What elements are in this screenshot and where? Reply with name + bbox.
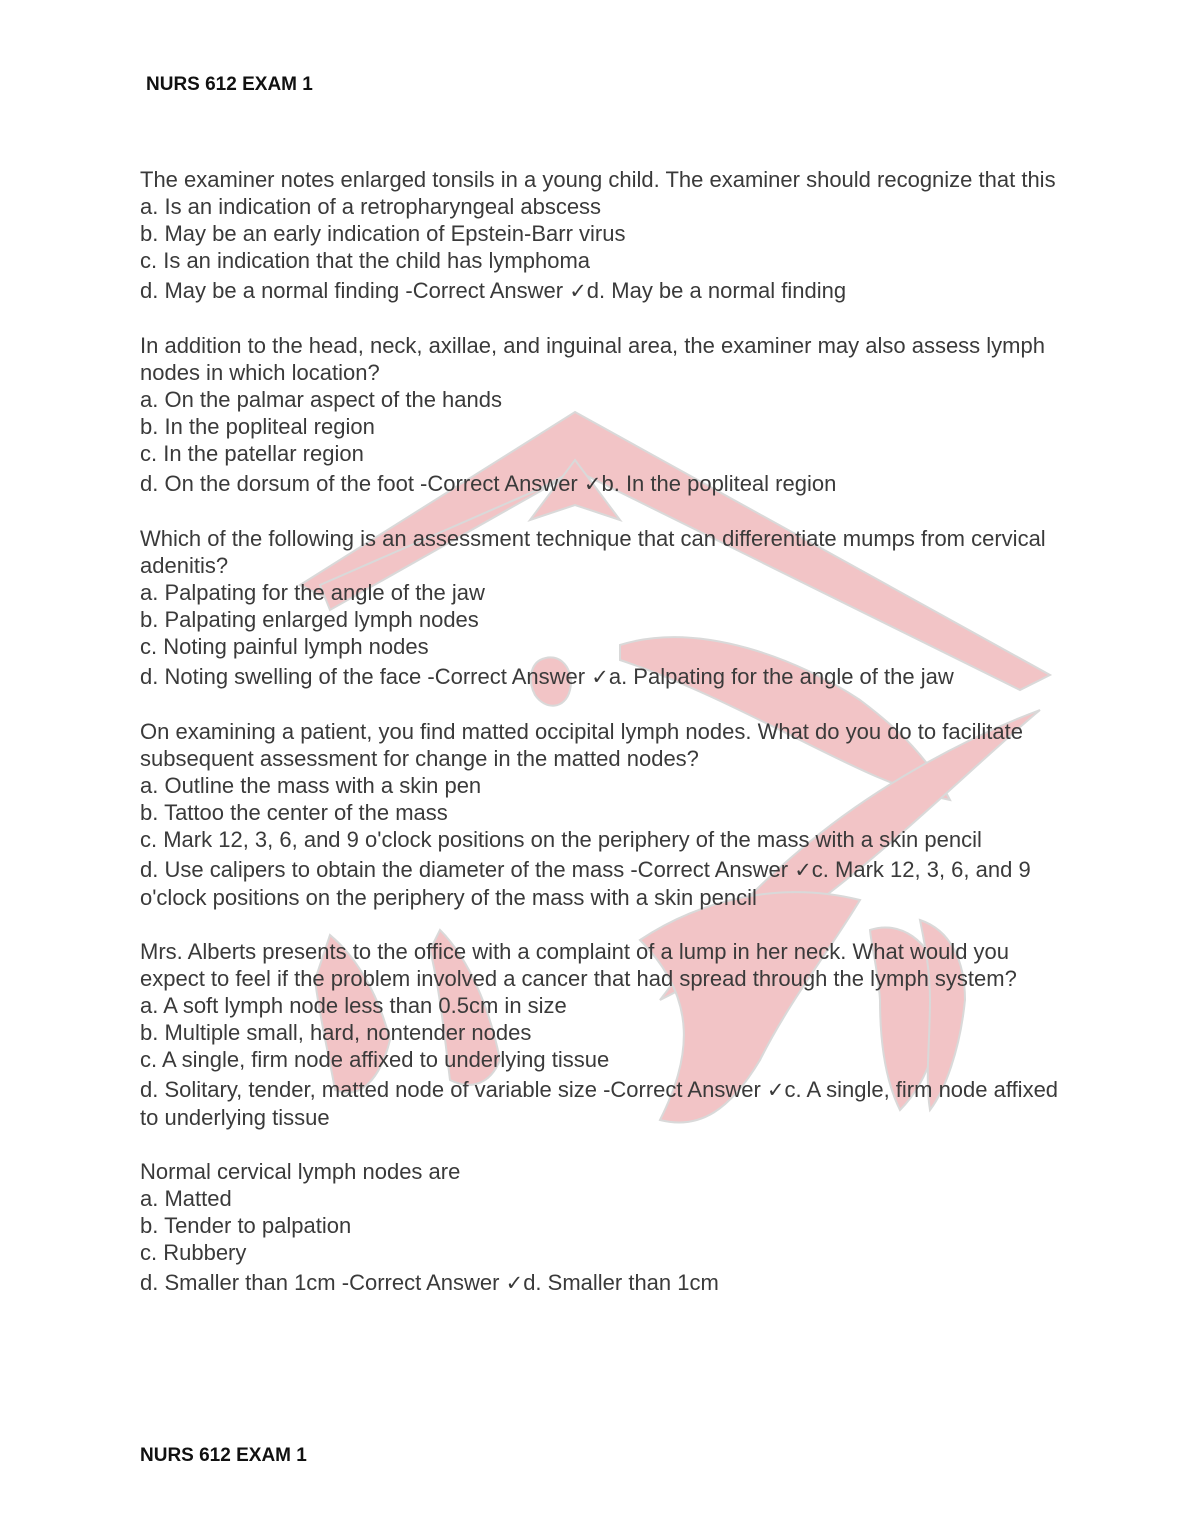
answer-line [140,663,1060,691]
option-b: b. Palpating enlarged lymph nodes [140,607,479,632]
page-footer-title: NURS 612 EXAM 1 [140,1445,307,1466]
question-1 [140,166,1060,305]
option-c: c. In the patellar region [140,441,364,466]
option-b: b. Tender to palpation [140,1213,352,1238]
option-d: d. Noting swelling of the face -Correct Answer [140,664,592,689]
option-b: b. In the popliteal region [140,414,375,439]
question-stem: The examiner notes enlarged tonsils in a young child. The examiner should recognize that this [140,167,1056,192]
correct-answer: a. Palpating for the angle of the jaw [608,664,954,689]
question-6 [140,1158,1060,1297]
option-c: c. Mark 12, 3, 6, and 9 o'clock positions on the periphery of the mass with a skin pencil [140,827,982,852]
option-c: c. Rubbery [140,1240,247,1265]
question-5 [140,938,1060,1131]
answer-line [140,1269,1060,1297]
option-d: d. May be a normal finding -Correct Answer [140,278,570,303]
checkmark-icon: ✓ [505,1271,524,1295]
question-4 [140,718,1060,911]
option-d: d. Use calipers to obtain the diameter of the mass -Correct Answer [140,857,795,882]
option-b: b. Tattoo the center of the mass [140,800,448,825]
question-stem: Mrs. Alberts presents to the office with a complaint of a lump in her neck. What would you expect to feel if the problem involved a cancer that had spread through the lymph system? [140,939,1017,991]
option-c: c. A single, firm node affixed to underlying tissue [140,1047,610,1072]
checkmark-icon: ✓ [766,1078,785,1102]
option-a: a. Matted [140,1186,232,1211]
option-a: a. Is an indication of a retropharyngeal abscess [140,194,602,219]
correct-answer: d. Smaller than 1cm [523,1270,719,1295]
correct-answer: c. A single, firm node affixed to underlying tissue [140,1077,1059,1130]
option-c: c. Noting painful lymph nodes [140,634,429,659]
option-b: b. May be an early indication of Epstein-Barr virus [140,221,626,246]
checkmark-icon: ✓ [583,472,602,496]
question-stem: In addition to the head, neck, axillae, and inguinal area, the examiner may also assess lymph nodes in which location? [140,333,1045,385]
option-a: a. On the palmar aspect of the hands [140,387,503,412]
option-d: d. On the dorsum of the foot -Correct Answer [140,471,584,496]
option-a: a. Outline the mass with a skin pen [140,773,482,798]
checkmark-icon: ✓ [794,858,812,882]
option-a: a. A soft lymph node less than 0.5cm in size [140,993,567,1018]
option-d: d. Solitary, tender, matted node of variable size -Correct Answer [140,1077,767,1102]
answer-line [140,1076,1060,1131]
question-stem: On examining a patient, you find matted occipital lymph nodes. What do you do to facilitate subsequent assessment for change in the matted nodes? [140,719,1023,771]
answer-line [140,856,1060,911]
question-stem: Which of the following is an assessment technique that can differentiate mumps from cervical adenitis? [140,526,1046,578]
answer-line [140,277,1060,305]
option-d: d. Smaller than 1cm -Correct Answer [140,1270,506,1295]
answer-line [140,470,1060,498]
correct-answer: b. In the popliteal region [601,471,837,496]
checkmark-icon: ✓ [591,665,609,689]
question-stem: Normal cervical lymph nodes are [140,1159,461,1184]
page-header-title: NURS 612 EXAM 1 [146,74,313,95]
question-2 [140,332,1060,498]
option-a: a. Palpating for the angle of the jaw [140,580,485,605]
question-3 [140,525,1060,691]
option-c: c. Is an indication that the child has lymphoma [140,248,591,273]
checkmark-icon: ✓ [569,279,587,303]
option-b: b. Multiple small, hard, nontender nodes [140,1020,532,1045]
exam-content [140,166,1060,1324]
correct-answer: d. May be a normal finding [586,278,847,303]
correct-answer: c. Mark 12, 3, 6, and 9 o'clock positions on the periphery of the mass with a skin pencil [140,857,1031,910]
